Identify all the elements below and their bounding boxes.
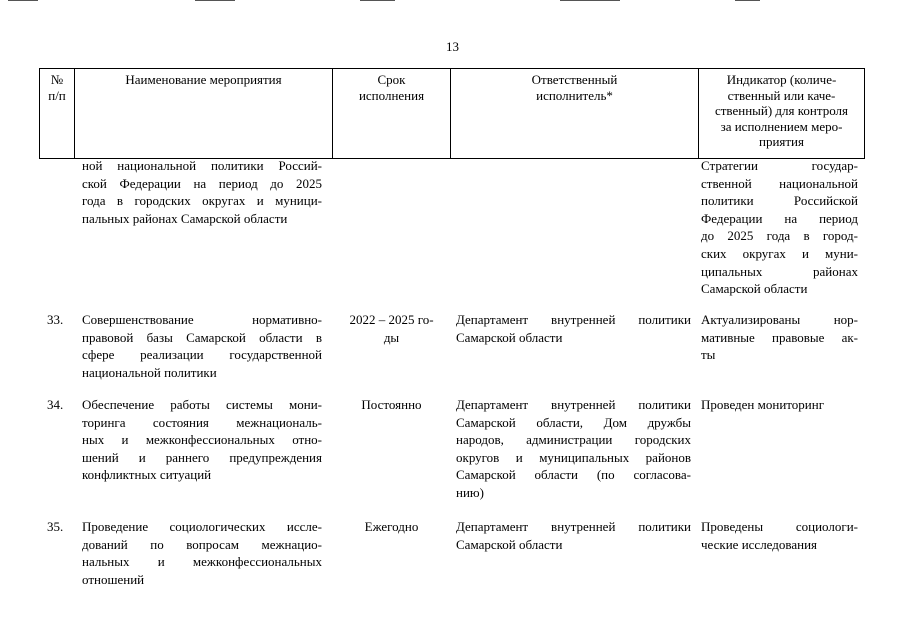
text-line: конфликтных ситуаций bbox=[82, 467, 212, 483]
text-line: отношений bbox=[82, 571, 145, 587]
row-event-name bbox=[82, 311, 322, 381]
text-line: ской Федерации на период до 2025 bbox=[82, 175, 322, 191]
text-line: мативные правовые ак- bbox=[701, 329, 858, 345]
page-number: 13 bbox=[446, 39, 459, 54]
text-line: шений и раннего предупреждения bbox=[82, 449, 322, 465]
text-line: Актуализированы нор- bbox=[701, 312, 858, 327]
header-responsible bbox=[451, 69, 698, 158]
text-line: ных и межконфессиональных отно- bbox=[82, 432, 322, 448]
continuation-indicator bbox=[701, 157, 858, 298]
row-term bbox=[335, 311, 448, 346]
text-line: ских округах и муни- bbox=[701, 245, 858, 261]
text-line: округов и муниципальных районов bbox=[456, 449, 691, 465]
text-line: Постоянно bbox=[361, 397, 422, 412]
text-line: Совершенствование нормативно- bbox=[82, 312, 322, 327]
row-event-name bbox=[82, 518, 322, 588]
text-line: Департамент внутренней политики bbox=[456, 312, 691, 327]
text-line: Самарской области (по согласова- bbox=[456, 467, 691, 483]
row-indicator bbox=[701, 518, 858, 553]
text-line: торинга состояния межнациональ- bbox=[82, 414, 322, 430]
text-line: Федерации на период bbox=[701, 210, 858, 226]
scan-artifact bbox=[195, 0, 235, 1]
row-term bbox=[335, 518, 448, 536]
header-indicator-line: ственный) для контроля bbox=[714, 103, 849, 118]
text-line: Самарской области bbox=[701, 281, 808, 297]
row-number: 35. bbox=[47, 519, 64, 534]
text-line: пальных районах Самарской области bbox=[82, 210, 288, 226]
text-line: народов, администрации городских bbox=[456, 432, 691, 448]
text-line: Самарской области bbox=[456, 536, 563, 552]
text-line: Проведен мониторинг bbox=[701, 397, 825, 412]
text-line: нию) bbox=[456, 484, 484, 500]
row-responsible bbox=[456, 396, 691, 502]
header-responsible-line: Ответственный bbox=[531, 72, 618, 87]
text-line: ды bbox=[383, 329, 400, 345]
text-line: ственной национальной bbox=[701, 175, 858, 191]
header-indicator-line: ственный или каче- bbox=[727, 87, 836, 103]
header-term-line: исполнения bbox=[358, 87, 425, 103]
scan-artifact bbox=[735, 0, 760, 1]
header-number-line: п/п bbox=[48, 87, 66, 103]
header-indicator-line: Индикатор (количе- bbox=[726, 72, 837, 87]
text-line: национальной политики bbox=[82, 364, 217, 380]
events-table bbox=[39, 68, 865, 587]
text-line: ципальных районах bbox=[701, 263, 858, 279]
text-line: Стратегии государ- bbox=[701, 158, 858, 173]
text-line: года в городских округах и муници- bbox=[82, 193, 322, 209]
row-term bbox=[335, 396, 448, 414]
scan-artifact bbox=[8, 0, 38, 1]
text-line: ческие исследования bbox=[701, 536, 818, 552]
row-responsible bbox=[456, 311, 691, 346]
header-event-name-label: Наименование мероприятия bbox=[125, 72, 282, 87]
text-line: дований по вопросам межнацио- bbox=[82, 536, 322, 552]
text-line: Департамент внутренней политики bbox=[456, 397, 691, 412]
text-line: Самарской области, Дом дружбы bbox=[456, 414, 691, 430]
text-line: ной национальной политики Россий- bbox=[82, 158, 322, 173]
text-line: ты bbox=[701, 347, 716, 363]
scan-artifact bbox=[560, 0, 620, 1]
text-line: сфере реализации государственной bbox=[82, 347, 322, 363]
text-line: Департамент внутренней политики bbox=[456, 519, 691, 534]
header-event-name bbox=[75, 69, 332, 158]
row-indicator bbox=[701, 396, 858, 414]
header-number-line: № bbox=[50, 72, 64, 87]
header-term-line: Срок bbox=[377, 72, 406, 87]
row-event-name bbox=[82, 396, 322, 484]
row-responsible bbox=[456, 518, 691, 553]
text-line: нальных и межконфессиональных bbox=[82, 554, 322, 570]
header-indicator-line: приятия bbox=[758, 134, 804, 149]
row-number: 34. bbox=[47, 397, 64, 412]
text-line: Проведены социологи- bbox=[701, 519, 858, 534]
text-line: правовой базы Самарской области в bbox=[82, 329, 322, 345]
table-header-row bbox=[39, 68, 865, 159]
header-indicator bbox=[699, 69, 864, 158]
text-line: до 2025 года в город- bbox=[701, 228, 858, 244]
header-number bbox=[40, 69, 74, 158]
continuation-event-name bbox=[82, 157, 322, 227]
row-number: 33. bbox=[47, 312, 64, 327]
text-line: Обеспечение работы системы мони- bbox=[82, 397, 322, 412]
row-indicator bbox=[701, 311, 858, 364]
text-line: 2022 – 2025 го- bbox=[349, 312, 434, 327]
text-line: Ежегодно bbox=[364, 519, 419, 534]
text-line: Проведение социологических иссле- bbox=[82, 519, 322, 534]
header-term bbox=[333, 69, 450, 158]
text-line: политики Российской bbox=[701, 193, 858, 209]
text-line: Самарской области bbox=[456, 329, 563, 345]
scan-artifact bbox=[360, 0, 395, 1]
header-indicator-line: за исполнением меро- bbox=[720, 118, 843, 134]
header-responsible-line: исполнитель* bbox=[536, 87, 613, 103]
table-border-right bbox=[864, 69, 865, 158]
